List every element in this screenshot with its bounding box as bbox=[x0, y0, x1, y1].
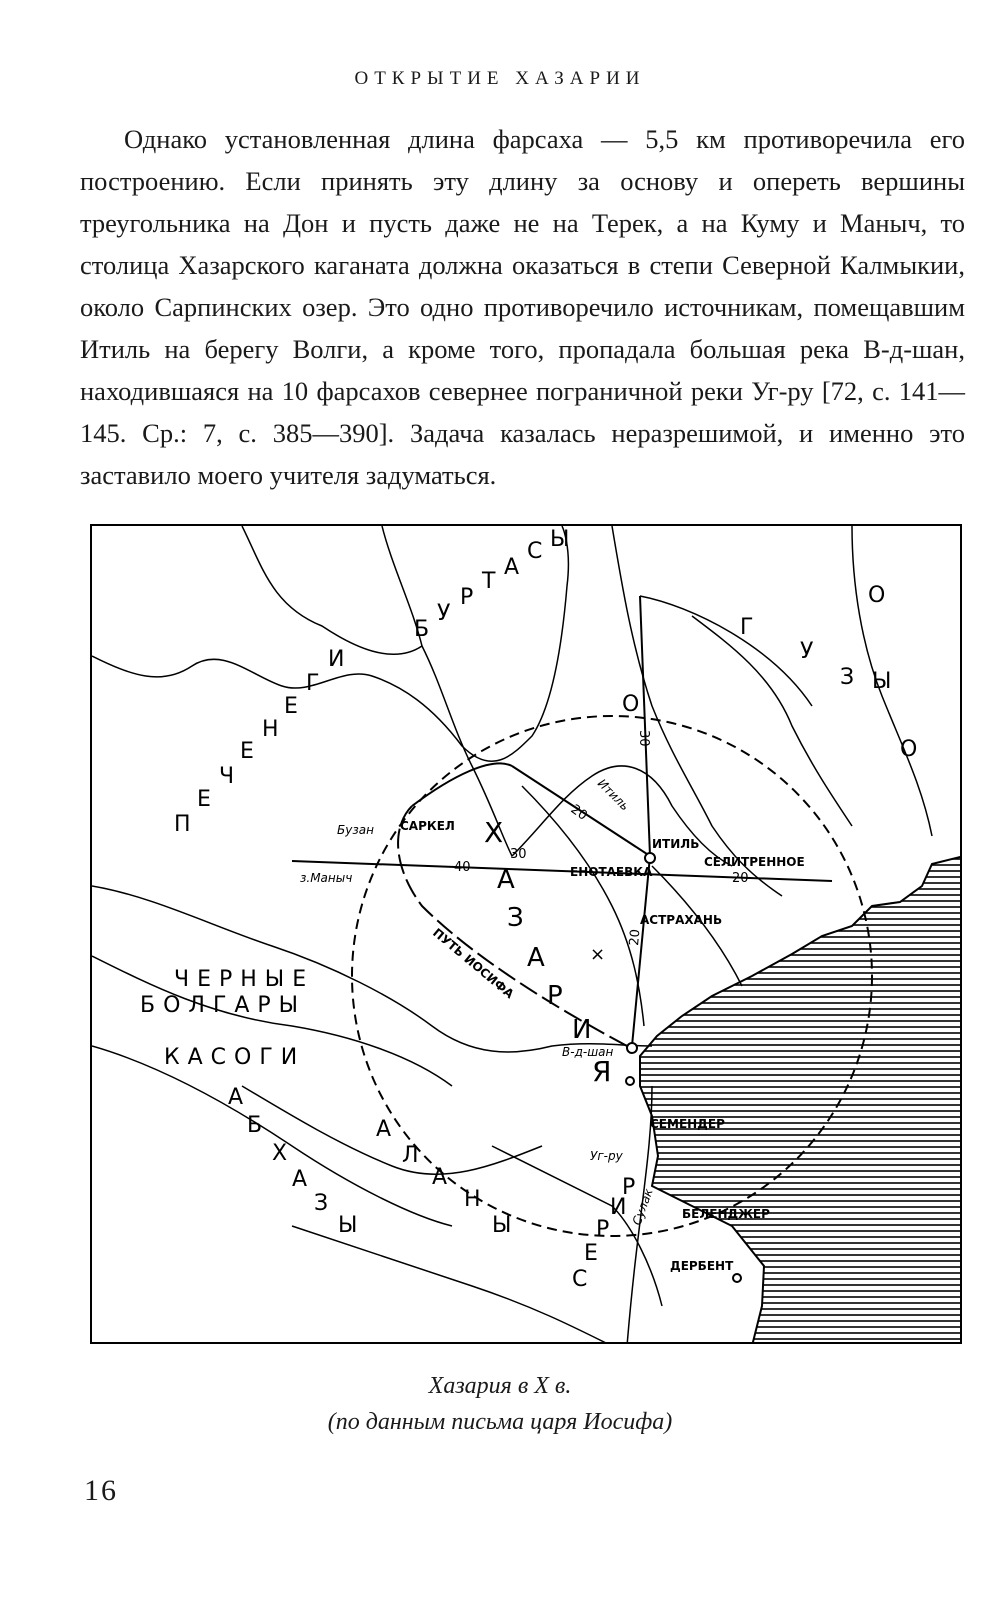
abkhazy-0: А bbox=[228, 1085, 244, 1110]
page-number: 16 bbox=[84, 1474, 118, 1507]
derbent-label: ДЕРБЕНТ bbox=[670, 1259, 734, 1273]
sarkel-label: САРКЕЛ bbox=[400, 819, 455, 833]
abkhazy-4: З bbox=[314, 1191, 329, 1216]
guzy-4: Ы bbox=[872, 669, 892, 694]
derbent-marker bbox=[733, 1274, 741, 1282]
serir-0: С bbox=[572, 1267, 588, 1292]
astrakhan-label: АСТРАХАНЬ bbox=[640, 913, 723, 927]
map-svg bbox=[92, 526, 962, 1344]
guzy-1: Г bbox=[740, 615, 754, 640]
pechenegi-6: Г bbox=[306, 671, 320, 696]
itil-label: ИТИЛЬ bbox=[652, 837, 700, 851]
pechenegi-5: Е bbox=[284, 694, 298, 719]
belendzher-label: БЕЛЕНДЖЕР bbox=[682, 1207, 770, 1221]
dist-diag: 20 bbox=[567, 801, 590, 824]
burtasy-5: С bbox=[527, 539, 543, 564]
enotaevka-label: ЕНОТАЕВКА bbox=[570, 865, 653, 879]
itil-marker bbox=[645, 853, 655, 863]
burtasy-1: У bbox=[437, 601, 451, 626]
running-head: ОТКРЫТИЕ ХАЗАРИИ bbox=[354, 68, 646, 89]
marker-south bbox=[626, 1077, 634, 1085]
alany-1: Л bbox=[402, 1143, 419, 1168]
caption-line-1: Хазария в X в. bbox=[428, 1373, 572, 1399]
figure-caption bbox=[0, 1368, 1000, 1440]
burtasy-6: Ы bbox=[550, 527, 570, 552]
pechenegi-7: И bbox=[328, 647, 345, 672]
pechenegi-4: Н bbox=[262, 717, 279, 742]
khazaria-1: А bbox=[497, 865, 515, 895]
alany-3: Н bbox=[464, 1187, 481, 1212]
kasogi-label: КАСОГИ bbox=[164, 1045, 306, 1070]
guzy-o-0: О bbox=[868, 583, 886, 608]
paragraph: Однако установленная длина фарсаха — 5,5 км противоречила его построению. Если принять эту длину за основу и опереть вершины треугольника на Дон и пусть даже не на Терек, а на Куму и Маныч, то столица Хазарского каганата должна оказаться в степи Северной Калмыкии, около Сарпинских озер. Это одно противоречило источникам, помещавшим Итиль на берегу Волги, а кроме того, пропадала большая река В-д-шан, находившаяся на 10 фарсахов севернее пограничной реки Уг-ру [72, с. 141—145. Ср.: 7, с. 385—390]. Задача казалась неразрешимой, и именно это заставило моего учителя задуматься. bbox=[80, 124, 965, 490]
route-label: ПУТЬ ИОСИФА bbox=[430, 925, 517, 1002]
pechenegi-2: Ч bbox=[219, 764, 235, 789]
caption-line-2: (по данным письма царя Иосифа) bbox=[327, 1409, 673, 1435]
khazaria-0: Х bbox=[484, 816, 504, 849]
serir-3: И bbox=[610, 1195, 627, 1220]
bolgary-label: БОЛГАРЫ bbox=[140, 993, 307, 1018]
burtasy-0: Б bbox=[414, 617, 430, 642]
buzan-label: Бузан bbox=[337, 823, 374, 837]
dist-north: 30 bbox=[636, 730, 651, 747]
vdshan-marker bbox=[627, 1043, 637, 1053]
ugru-label: Уг-ру bbox=[590, 1149, 623, 1163]
guzy-0: О bbox=[622, 692, 640, 717]
abkhazy-2: Х bbox=[272, 1141, 288, 1166]
burtasy-2: Р bbox=[460, 585, 474, 610]
khazaria-5: И bbox=[572, 1015, 592, 1045]
alany-2: А bbox=[432, 1165, 448, 1190]
guzy-3: З bbox=[840, 665, 855, 690]
alany-0: А bbox=[376, 1117, 392, 1142]
serir-2: Р bbox=[596, 1217, 610, 1242]
abkhazy-1: Б bbox=[247, 1113, 263, 1138]
cross-mark: × bbox=[590, 944, 606, 965]
khazaria-2: З bbox=[507, 903, 524, 933]
guzy-2: У bbox=[800, 639, 814, 664]
serir-4: Р bbox=[622, 1175, 636, 1200]
vdshan-label: В-д-шан bbox=[562, 1045, 614, 1059]
pechenegi-1: Е bbox=[197, 787, 211, 812]
serir-1: Е bbox=[584, 1241, 598, 1266]
dist-west: 40 bbox=[454, 860, 471, 875]
body-text bbox=[80, 118, 965, 496]
abkhazy-3: А bbox=[292, 1167, 308, 1192]
selitrennoe-label: СЕЛИТРЕННОЕ bbox=[704, 855, 805, 869]
chernye-label: ЧЕРНЫЕ bbox=[174, 967, 315, 992]
sulak-label: Сулак bbox=[629, 1186, 656, 1228]
abkhazy-5: Ы bbox=[338, 1213, 358, 1238]
khazaria-3: А bbox=[527, 943, 545, 973]
khazaria-4: Р bbox=[547, 981, 563, 1011]
guzy-o-1: О bbox=[900, 737, 918, 762]
manych-label: з.Маныч bbox=[300, 871, 353, 885]
semender-label: СЕМЕНДЕР bbox=[650, 1117, 725, 1131]
dist-mid: 30 bbox=[510, 847, 527, 862]
dist-south: 20 bbox=[627, 928, 644, 947]
burtasy-4: А bbox=[504, 555, 520, 580]
pechenegi-3: Е bbox=[240, 739, 254, 764]
itil-river-label: Итиль bbox=[594, 776, 633, 814]
khazaria-6: Я bbox=[592, 1055, 612, 1088]
burtasy-3: Т bbox=[482, 569, 496, 594]
alany-4: Ы bbox=[492, 1213, 512, 1238]
dist-east: 20 bbox=[732, 871, 749, 886]
pechenegi-0: П bbox=[174, 812, 191, 837]
map-figure bbox=[90, 524, 962, 1344]
